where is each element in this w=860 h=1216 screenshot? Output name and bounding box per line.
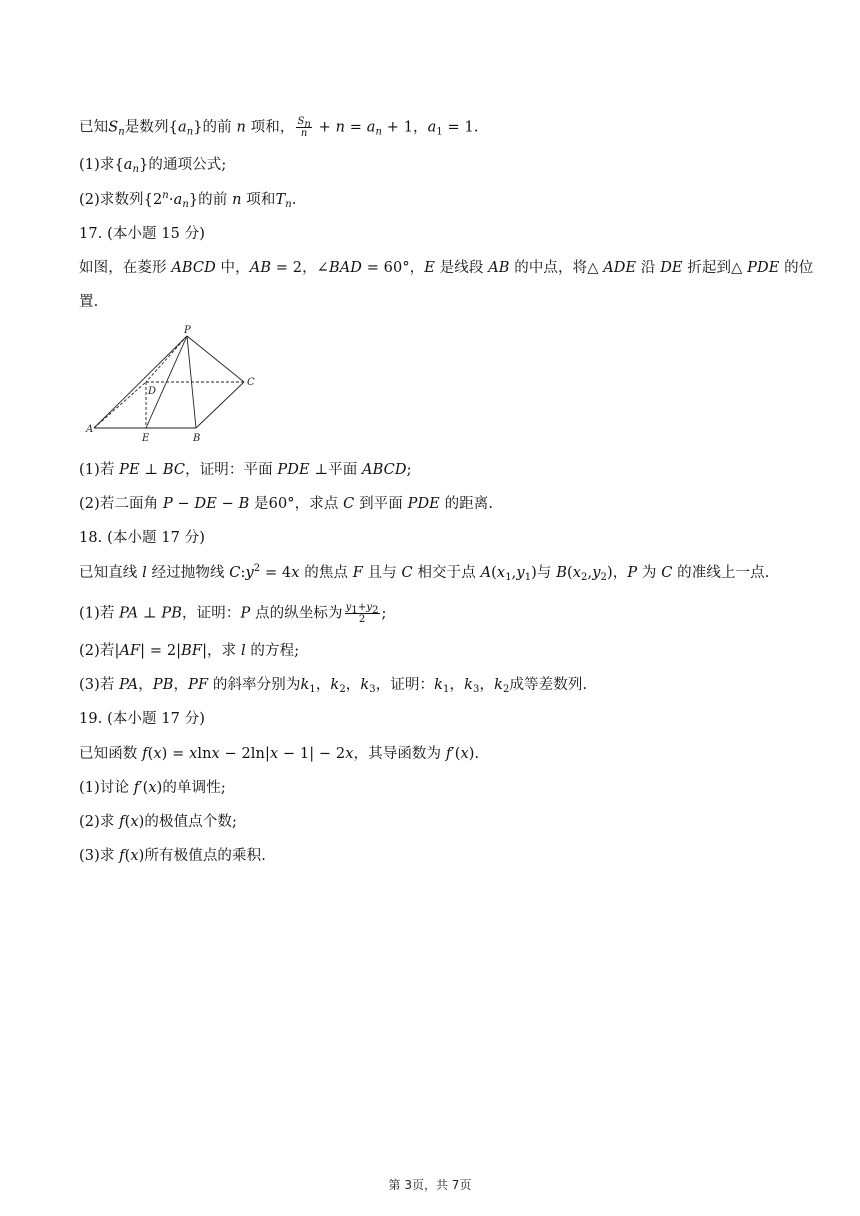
problem19-header: 19. (本小题 17 分) — [79, 711, 206, 727]
problem17-intro-cont: 置. — [79, 294, 99, 310]
problem19-q1: (1)讨论 f′(x)的单调性; — [79, 780, 226, 796]
label-D: D — [148, 386, 157, 397]
problem17-q1: (1)若 PE ⊥ BC，证明：平面 PDE ⊥平面 ABCD; — [79, 462, 412, 478]
problem16-q1: (1)求$\{a_n\}$的通项公式; — [79, 157, 227, 175]
problem18-header: 18. (本小题 17 分) — [79, 530, 206, 546]
problem18-q1: (1)若 PA ⊥ PB，证明：P 点的纵坐标为 $\frac{y_1+y_2}{2}$ ; — [79, 602, 387, 625]
problem19-q2: (2)求 f(x)的极值点个数; — [79, 814, 238, 830]
pyramid-figure — [84, 322, 274, 446]
problem17-q2: (2)若二面角 P − DE − B 是60°，求点 C 到平面 PDE 的距离. — [79, 496, 494, 512]
problem19-intro: 已知函数 f(x) = xlnx − 2ln|x − 1| − 2x，其导函数为 f′(x). — [79, 746, 480, 762]
problem16-intro: 已知$S_n$是数列$\{a_n\}$的前 n 项和， $\frac{S_n}{n}$ + $n = a_n + 1$，$a_1 = 1$. — [79, 116, 479, 139]
label-P: P — [184, 325, 191, 336]
label-E: E — [142, 433, 150, 444]
problem18-intro: 已知直线 l 经过抛物线 $C:y^2 = 4x$ 的焦点 F 且与 C 相交于点 $A(x_1,y_1)$与 $B(x_2,y_2)$，P 为 C 的准线上一点. — [79, 563, 770, 583]
label-C: C — [247, 377, 255, 388]
problem18-q3: (3)若 PA，PB，PF 的斜率分别为$k_1$，$k_2$，$k_3$，证明：$k_1$，$k_3$，$k_2$成等差数列. — [79, 677, 588, 695]
page-footer: 第 3页，共 7页 — [388, 1178, 472, 1192]
label-B: B — [193, 433, 201, 444]
problem17-intro: 如图，在菱形 ABCD 中，AB = 2，∠BAD = 60°，E 是线段 AB 的中点，将△ ADE 沿 DE 折起到△ PDE 的位 — [79, 260, 814, 276]
label-A: A — [86, 424, 94, 435]
problem17-header: 17. (本小题 15 分) — [79, 226, 206, 242]
problem16-q2: (2)求数列$\{2^n\cdot a_n\}$的前 n 项和$T_n$. — [79, 190, 297, 210]
problem18-q2: (2)若|AF| = 2|BF|，求 l 的方程; — [79, 643, 300, 659]
problem19-q3: (3)求 f(x)所有极值点的乘积. — [79, 848, 266, 864]
